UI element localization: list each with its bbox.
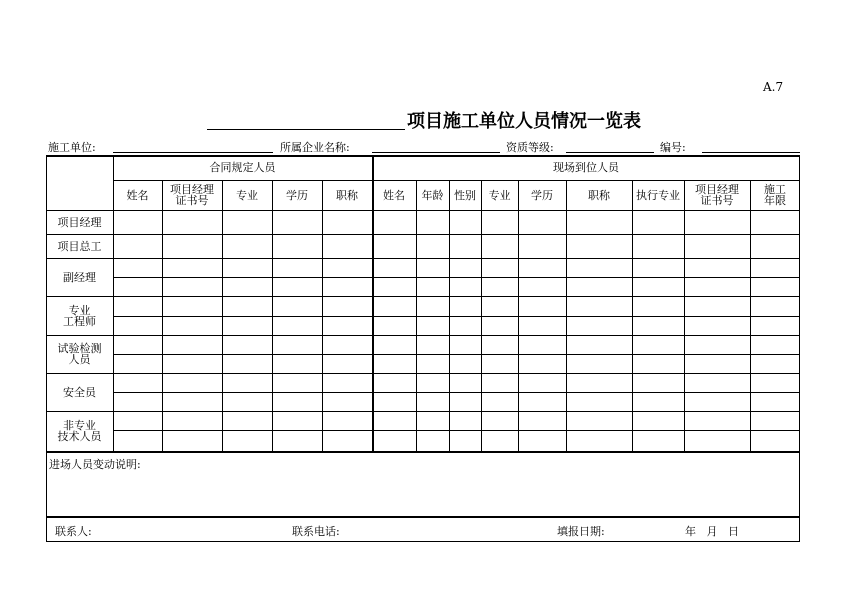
number-field[interactable] [702,152,800,153]
table-input-cell[interactable] [114,235,161,257]
table-input-cell[interactable] [114,336,161,353]
table-input-cell[interactable] [450,412,480,429]
table-input-cell[interactable] [273,393,321,410]
table-input-cell[interactable] [114,374,161,391]
table-input-cell[interactable] [567,412,631,429]
table-input-cell[interactable] [519,412,565,429]
table-input-cell[interactable] [567,317,631,334]
table-input-cell[interactable] [223,259,271,276]
table-input-cell[interactable] [482,412,517,429]
table-input-cell[interactable] [482,393,517,410]
table-rule [46,516,800,518]
table-input-cell[interactable] [223,412,271,429]
table-input-cell[interactable] [323,374,371,391]
onsite-column-header: 专业 [488,188,511,202]
table-input-cell[interactable] [450,336,480,353]
table-input-cell[interactable] [163,317,221,334]
enterprise-field[interactable] [372,152,500,153]
table-input-cell[interactable] [633,355,683,372]
table-input-cell[interactable] [323,235,371,257]
table-input-cell[interactable] [751,336,799,353]
table-input-cell[interactable] [567,235,631,257]
table-input-cell[interactable] [163,278,221,295]
table-input-cell[interactable] [273,259,321,276]
table-input-cell[interactable] [519,355,565,372]
table-input-cell[interactable] [163,431,221,450]
onsite-column-header: 年龄 [421,188,444,202]
table-input-cell[interactable] [223,297,271,315]
table-input-cell[interactable] [450,393,480,410]
contract-column-header: 职称 [336,188,358,202]
table-input-cell[interactable] [567,355,631,372]
table-input-cell[interactable] [685,235,749,257]
table-input-cell[interactable] [417,412,448,429]
date-label: 填报日期: [557,525,605,538]
table-input-cell[interactable] [751,211,799,233]
table-input-cell[interactable] [223,355,271,372]
date-value: 年 月 日 [685,525,739,538]
table-input-cell[interactable] [450,431,480,450]
role-label: 项目总工 [57,239,102,253]
contact-label: 联系人: [55,525,92,538]
table-input-cell[interactable] [273,278,321,295]
table-input-cell[interactable] [417,259,448,276]
table-input-cell[interactable] [751,297,799,315]
table-input-cell[interactable] [114,211,161,233]
table-input-cell[interactable] [114,393,161,410]
table-input-cell[interactable] [685,211,749,233]
table-input-cell[interactable] [519,431,565,450]
onsite-column-header: 职称 [588,188,610,202]
table-input-cell[interactable] [323,393,371,410]
enterprise-label: 所属企业名称: [280,141,350,154]
table-input-cell[interactable] [373,317,415,334]
table-input-cell[interactable] [223,211,271,233]
table-input-cell[interactable] [482,336,517,353]
role-label: 项目经理 [57,215,102,229]
table-input-cell[interactable] [450,355,480,372]
table-input-cell[interactable] [114,278,161,295]
table-input-cell[interactable] [685,297,749,315]
table-input-cell[interactable] [273,297,321,315]
table-input-cell[interactable] [482,278,517,295]
table-input-cell[interactable] [417,393,448,410]
contract-column-header: 项目经理 证书号 [170,183,214,207]
table-input-cell[interactable] [417,317,448,334]
table-input-cell[interactable] [633,235,683,257]
table-input-cell[interactable] [323,412,371,429]
table-input-cell[interactable] [114,259,161,276]
onsite-group-header: 现场到位人员 [553,161,619,174]
table-input-cell[interactable] [163,211,221,233]
table-input-cell[interactable] [114,297,161,315]
qualification-label: 资质等级: [506,141,554,154]
table-input-cell[interactable] [633,374,683,391]
table-input-cell[interactable] [373,431,415,450]
table-input-cell[interactable] [685,393,749,410]
table-input-cell[interactable] [114,355,161,372]
table-input-cell[interactable] [163,374,221,391]
table-input-cell[interactable] [223,374,271,391]
form-code: A.7 [763,80,784,94]
table-input-cell[interactable] [417,336,448,353]
table-input-cell[interactable] [482,211,517,233]
table-input-cell[interactable] [519,317,565,334]
table-input-cell[interactable] [751,393,799,410]
table-input-cell[interactable] [223,278,271,295]
table-input-cell[interactable] [519,393,565,410]
table-input-cell[interactable] [633,393,683,410]
table-input-cell[interactable] [373,336,415,353]
contract-column-header: 学历 [286,188,308,202]
table-input-cell[interactable] [163,393,221,410]
table-input-cell[interactable] [450,211,480,233]
construction-unit-label: 施工单位: [48,141,96,154]
table-input-cell[interactable] [482,431,517,450]
table-input-cell[interactable] [633,317,683,334]
table-input-cell[interactable] [223,317,271,334]
table-input-cell[interactable] [373,355,415,372]
table-input-cell[interactable] [163,336,221,353]
table-input-cell[interactable] [163,259,221,276]
table-input-cell[interactable] [685,374,749,391]
table-input-cell[interactable] [519,278,565,295]
table-input-cell[interactable] [273,235,321,257]
table-input-cell[interactable] [273,336,321,353]
table-input-cell[interactable] [373,278,415,295]
table-input-cell[interactable] [567,259,631,276]
table-input-cell[interactable] [323,431,371,450]
table-input-cell[interactable] [273,355,321,372]
table-input-cell[interactable] [633,259,683,276]
table-input-cell[interactable] [417,235,448,257]
table-input-cell[interactable] [519,259,565,276]
table-input-cell[interactable] [751,259,799,276]
table-input-cell[interactable] [567,278,631,295]
table-input-cell[interactable] [373,235,415,257]
table-rule [46,451,800,453]
table-input-cell[interactable] [323,336,371,353]
notes-field[interactable] [49,470,797,515]
table-input-cell[interactable] [519,336,565,353]
table-input-cell[interactable] [751,431,799,450]
table-input-cell[interactable] [450,317,480,334]
table-input-cell[interactable] [417,355,448,372]
construction-unit-field[interactable] [113,152,273,153]
table-input-cell[interactable] [567,393,631,410]
table-input-cell[interactable] [223,336,271,353]
table-input-cell[interactable] [450,278,480,295]
table-input-cell[interactable] [114,317,161,334]
table-input-cell[interactable] [373,393,415,410]
contract-group-header: 合同规定人员 [209,161,276,174]
table-input-cell[interactable] [482,235,517,257]
table-input-cell[interactable] [751,317,799,334]
table-input-cell[interactable] [163,235,221,257]
table-input-cell[interactable] [751,355,799,372]
table-input-cell[interactable] [685,355,749,372]
table-input-cell[interactable] [417,297,448,315]
contract-column-header: 姓名 [126,188,149,202]
role-label: 非专业 技术人员 [57,419,102,443]
table-input-cell[interactable] [273,374,321,391]
table-input-cell[interactable] [223,393,271,410]
title-blank-line [207,129,405,130]
notes-label: 进场人员变动说明: [49,458,141,471]
table-input-cell[interactable] [519,211,565,233]
table-input-cell[interactable] [323,259,371,276]
table-input-cell[interactable] [373,259,415,276]
onsite-column-header: 性别 [454,188,476,202]
role-label: 安全员 [63,385,96,399]
table-input-cell[interactable] [223,431,271,450]
role-label: 专业 工程师 [63,303,96,328]
table-input-cell[interactable] [482,297,517,315]
table-input-cell[interactable] [685,278,749,295]
table-input-cell[interactable] [519,235,565,257]
table-input-cell[interactable] [567,336,631,353]
table-input-cell[interactable] [223,235,271,257]
table-input-cell[interactable] [163,355,221,372]
table-input-cell[interactable] [567,374,631,391]
table-input-cell[interactable] [163,297,221,315]
role-label: 试验检测 人员 [57,342,102,366]
table-input-cell[interactable] [633,211,683,233]
phone-label: 联系电话: [292,525,340,538]
table-input-cell[interactable] [450,259,480,276]
table-input-cell[interactable] [633,412,683,429]
table-input-cell[interactable] [273,412,321,429]
table-input-cell[interactable] [273,317,321,334]
table-input-cell[interactable] [482,317,517,334]
table-input-cell[interactable] [114,431,161,450]
table-input-cell[interactable] [567,431,631,450]
table-input-cell[interactable] [567,297,631,315]
table-input-cell[interactable] [273,431,321,450]
table-input-cell[interactable] [373,412,415,429]
table-input-cell[interactable] [685,317,749,334]
table-input-cell[interactable] [163,412,221,429]
table-input-cell[interactable] [482,374,517,391]
onsite-column-header: 项目经理 证书号 [695,183,739,207]
table-input-cell[interactable] [519,374,565,391]
table-input-cell[interactable] [323,211,371,233]
table-input-cell[interactable] [751,412,799,429]
table-input-cell[interactable] [567,211,631,233]
table-input-cell[interactable] [114,412,161,429]
table-input-cell[interactable] [633,336,683,353]
table-input-cell[interactable] [323,297,371,315]
table-input-cell[interactable] [450,235,480,257]
table-input-cell[interactable] [450,297,480,315]
table-input-cell[interactable] [373,374,415,391]
table-input-cell[interactable] [417,374,448,391]
table-input-cell[interactable] [450,374,480,391]
table-input-cell[interactable] [519,297,565,315]
contract-column-header: 专业 [236,188,258,202]
table-input-cell[interactable] [685,412,749,429]
onsite-column-header: 学历 [531,188,553,202]
table-input-cell[interactable] [373,297,415,315]
table-input-cell[interactable] [373,211,415,233]
onsite-column-header: 施工 年限 [764,183,786,207]
table-input-cell[interactable] [323,317,371,334]
table-input-cell[interactable] [751,374,799,391]
qualification-field[interactable] [566,152,654,153]
table-input-cell[interactable] [273,211,321,233]
onsite-column-header: 姓名 [383,188,405,202]
number-label: 编号: [660,141,686,154]
table-input-cell[interactable] [323,278,371,295]
table-input-cell[interactable] [685,431,749,450]
role-label: 副经理 [63,270,96,284]
table-input-cell[interactable] [685,336,749,353]
table-input-cell[interactable] [633,431,683,450]
page-title: 项目施工单位人员情况一览表 [407,111,641,132]
table-input-cell[interactable] [751,278,799,295]
table-input-cell[interactable] [417,278,448,295]
table-input-cell[interactable] [633,278,683,295]
table-input-cell[interactable] [685,259,749,276]
table-input-cell[interactable] [633,297,683,315]
onsite-column-header: 执行专业 [636,188,680,202]
table-input-cell[interactable] [323,355,371,372]
table-input-cell[interactable] [482,355,517,372]
table-input-cell[interactable] [417,431,448,450]
table-input-cell[interactable] [417,211,448,233]
table-input-cell[interactable] [482,259,517,276]
table-input-cell[interactable] [751,235,799,257]
